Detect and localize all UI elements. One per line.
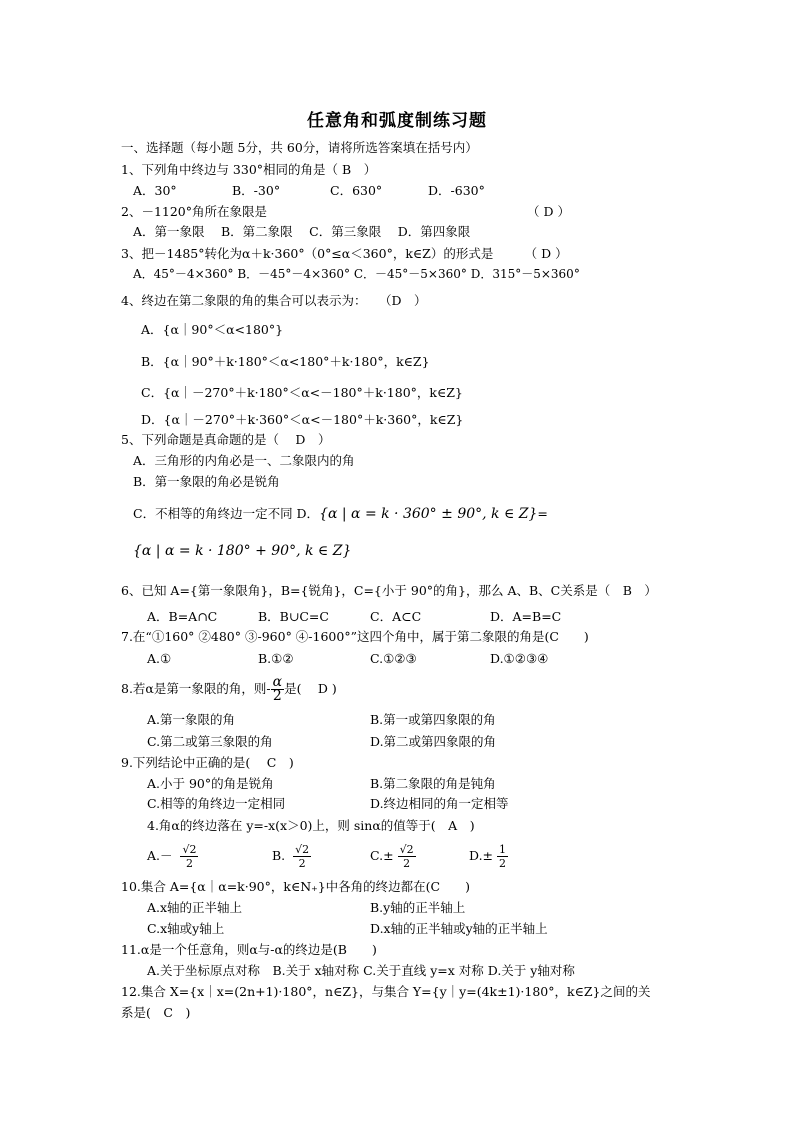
question-5-option-d-set-2: {α | α = k · 180° + 90°, k ∈ Z}	[133, 543, 352, 559]
question-9-stem: 9.下列结论中正确的是( C )	[121, 755, 294, 770]
question-12-stem-line-1: 12.集合 X={x｜x=(2n+1)·180°，n∈Z}，与集合 Y={y｜y=(4k±1)·180°，k∈Z}之间的关	[121, 984, 651, 999]
question-8-option-c: C.第二或第三象限的角	[147, 734, 273, 749]
question-7-option-c: C.①②③	[370, 651, 417, 666]
question-6-stem: 6、已知 A={第一象限角}，B={锐角}，C={小于 90°的角}，那么 A、B、C关系是（ B ）	[121, 583, 657, 598]
question-1-option-b: B．-30°	[232, 183, 281, 198]
question-4-option-d: D．{α｜－270°＋k·360°＜α<－180°＋k·360°，k∈Z}	[141, 412, 464, 427]
question-10-option-b: B.y轴的正半轴上	[370, 900, 466, 915]
question-10-option-c: C.x轴或y轴上	[147, 921, 225, 936]
question-8-stem-pre: 8.若α是第一象限的角，则-	[121, 681, 271, 696]
question-10-option-d: D.x轴的正半轴或y轴的正半轴上	[370, 921, 548, 936]
question-9-option-c: C.相等的角终边一定相同	[147, 796, 286, 811]
question-5-option-c	[133, 506, 548, 522]
question-11-options: A.关于坐标原点对称 B.关于 x轴对称 C.关于直线 y=x 对称 D.关于 y轴对称	[147, 963, 575, 978]
fraction-numerator: √2	[182, 843, 197, 856]
question-12-stem-line-2: 系是( C )	[121, 1005, 191, 1020]
root2-over-2-fraction	[293, 843, 311, 870]
question-7-option-b: B.①②	[258, 651, 294, 666]
question-4-stem: 4、终边在第二象限的角的集合可以表示为： （D ）	[121, 293, 427, 308]
question-8-stem	[121, 676, 337, 703]
equals-sign: =	[537, 506, 548, 521]
question-4b-option-b	[272, 842, 311, 870]
alpha-over-2-fraction	[271, 676, 284, 703]
question-7-option-d: D.①②③④	[490, 651, 549, 666]
question-9-option-a: A.小于 90°的角是锐角	[147, 776, 274, 791]
section-heading: 一、选择题（每小题 5分，共 60分，请将所选答案填在括号内）	[121, 140, 478, 155]
fraction-numerator: √2	[295, 843, 310, 856]
question-4-option-a: A．{α｜90°＜α<180°}	[141, 322, 284, 337]
question-7-option-a: A.①	[147, 651, 172, 666]
question-2-answer: （ D ）	[527, 204, 570, 219]
question-5-option-b: B．第一象限的角必是锐角	[133, 474, 280, 489]
question-10-stem: 10.集合 A={α｜α=k·90°，k∈N₊}中各角的终边都在(C )	[121, 879, 470, 894]
question-9-option-b: B.第二象限的角是钝角	[370, 776, 496, 791]
question-1-option-d: D．-630°	[428, 183, 485, 198]
root2-over-2-fraction	[398, 843, 416, 870]
question-2-options: A．第一象限 B．第二象限 C．第三象限 D．第四象限	[133, 224, 471, 239]
option-a-label: A.－	[147, 848, 173, 863]
question-8-option-b: B.第一或第四象限的角	[370, 712, 496, 727]
question-6-option-c: C．A⊂C	[370, 609, 422, 624]
option-c-label: C.±	[370, 848, 394, 863]
question-4b-stem: 4.角α的终边落在 y=-x(x＞0)上，则 sinα的值等于( A )	[147, 818, 475, 833]
question-10-option-a: A.x轴的正半轴上	[147, 900, 243, 915]
question-8-stem-post: 是( D )	[284, 681, 337, 696]
question-6-option-b: B．B∪C=C	[258, 609, 329, 624]
question-3-stem: 3、把－1485°转化为α＋k·360°（0°≤α＜360°，k∈Z）的形式是 （ D ）	[121, 246, 568, 261]
question-5-stem: 5、下列命题是真命题的是（ D ）	[121, 432, 331, 447]
question-4-option-b: B．{α｜90°＋k·180°＜α<180°＋k·180°，k∈Z}	[141, 354, 430, 369]
question-1-option-a: A．30°	[133, 183, 177, 198]
question-5-option-d-set-1: {α | α = k · 360° ± 90°, k ∈ Z}	[319, 506, 538, 522]
one-half-fraction	[497, 843, 508, 870]
question-1-option-c: C．630°	[330, 183, 383, 198]
question-11-stem: 11.α是一个任意角，则α与-α的终边是(B )	[121, 942, 377, 957]
question-8-option-d: D.第二或第四象限的角	[370, 734, 497, 749]
question-3-options: A．45°－4×360° B．－45°－4×360° C．－45°－5×360° D．315°－5×360°	[133, 267, 580, 281]
question-4b-option-c	[370, 842, 416, 870]
fraction-denominator: 2	[272, 688, 282, 704]
question-6-option-a: A．B=A∩C	[147, 609, 218, 624]
question-7-stem: 7.在“①160° ②480° ③-960° ④-1600°”这四个角中，属于第二象限的角是(C )	[121, 629, 589, 644]
fraction-numerator: √2	[399, 843, 414, 856]
question-1-stem: 1、下列角中终边与 330°相同的角是（ B ）	[121, 162, 377, 177]
option-d-label: D.±	[469, 848, 494, 863]
page-title: 任意角和弧度制练习题	[307, 111, 487, 131]
question-5-option-a: A．三角形的内角必是一、二象限内的角	[133, 453, 355, 468]
fraction-denominator: 2	[499, 857, 507, 870]
question-4-option-c: C．{α｜－270°＋k·180°＜α<－180°＋k·180°，k∈Z}	[141, 385, 463, 400]
option-b-label: B.	[272, 848, 286, 863]
fraction-numerator: α	[272, 674, 283, 690]
question-5-option-c-text: C．不相等的角终边一定不同 D．	[133, 506, 320, 521]
fraction-denominator: 2	[403, 857, 411, 870]
question-4b-option-d	[469, 842, 508, 870]
fraction-denominator: 2	[298, 857, 306, 870]
question-4b-option-a	[147, 842, 198, 870]
fraction-numerator: 1	[499, 843, 507, 856]
question-2-stem: 2、－1120°角所在象限是	[121, 204, 268, 219]
question-8-option-a: A.第一象限的角	[147, 712, 236, 727]
question-9-option-d: D.终边相同的角一定相等	[370, 796, 509, 811]
root2-over-2-fraction	[180, 843, 198, 870]
question-6-option-d: D．A=B=C	[490, 609, 562, 624]
fraction-denominator: 2	[185, 857, 193, 870]
